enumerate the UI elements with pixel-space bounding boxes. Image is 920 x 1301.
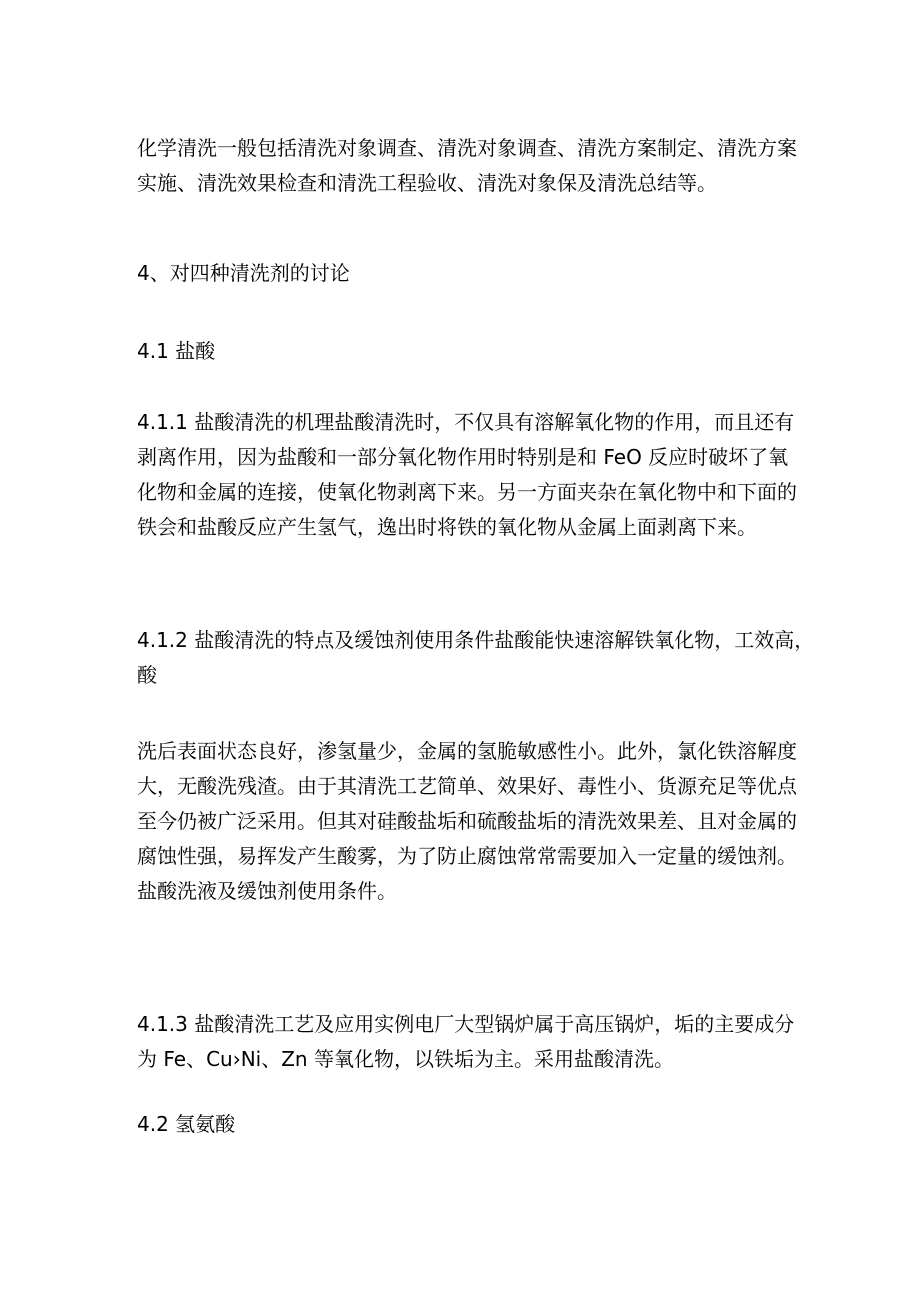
text-line: 大，无酸洗残渣。由于其清洗工艺简单、效果好、毒性小、货源充足等优点: [137, 774, 797, 798]
text-line: 化学清洗一般包括清洗对象调查、清洗对象调查、清洗方案制定、清洗方案: [137, 136, 797, 160]
heading-section-4: [137, 256, 807, 291]
paragraph-intro: [137, 131, 807, 201]
paragraph-section-4-1-1: [137, 405, 807, 545]
text-line: 4.1 盐酸: [137, 339, 216, 363]
text-line: 化物和金属的连接，使氧化物剥离下来。另一方面夹杂在氧化物中和下面的: [137, 480, 797, 504]
text-line: 4.1.1 盐酸清洗的机理盐酸清洗时，不仅具有溶解氧化物的作用，而且还有: [137, 410, 795, 434]
text-line: 盐酸洗液及缓蚀剂使用条件。: [137, 879, 397, 903]
paragraph-section-4-1-2: [137, 623, 815, 693]
text-line: 铁会和盐酸反应产生氢气，逸出时将铁的氧化物从金属上面剥离下来。: [137, 515, 757, 539]
text-line: 为 Fe、Cu›Ni、Zn 等氧化物，以铁垢为主。采用盐酸清洗。: [137, 1047, 674, 1071]
text-line: 4.1.2 盐酸清洗的特点及缓蚀剂使用条件盐酸能快速溶解铁氧化物，工效高，: [137, 628, 815, 652]
text-line: 4、对四种清洗剂的讨论: [137, 261, 350, 285]
paragraph-section-4-1-3: [137, 1007, 807, 1077]
text-line: 腐蚀性强，易挥发产生酸雾，为了防止腐蚀常常需要加入一定量的缓蚀剂。: [137, 844, 797, 868]
text-line: 至今仍被广泛采用。但其对硅酸盐垢和硫酸盐垢的清洗效果差、且对金属的: [137, 809, 797, 833]
heading-section-4-1: [137, 334, 807, 369]
text-line: 酸: [137, 663, 157, 687]
text-line: 4.2 氢氨酸: [137, 1112, 236, 1136]
text-line: 剥离作用，因为盐酸和一部分氧化物作用时特别是和 FeO 反应时破坏了氧: [137, 445, 789, 469]
paragraph-section-4-1-2-continued: [137, 734, 807, 909]
heading-section-4-2: [137, 1107, 807, 1142]
text-line: 实施、清洗效果检查和清洗工程验收、清洗对象保及清洗总结等。: [137, 171, 717, 195]
text-line: 4.1.3 盐酸清洗工艺及应用实例电厂大型锅炉属于高压锅炉，垢的主要成分: [137, 1012, 795, 1036]
text-line: 洗后表面状态良好，渗氢量少，金属的氢脆敏感性小。此外，氯化铁溶解度: [137, 739, 797, 763]
